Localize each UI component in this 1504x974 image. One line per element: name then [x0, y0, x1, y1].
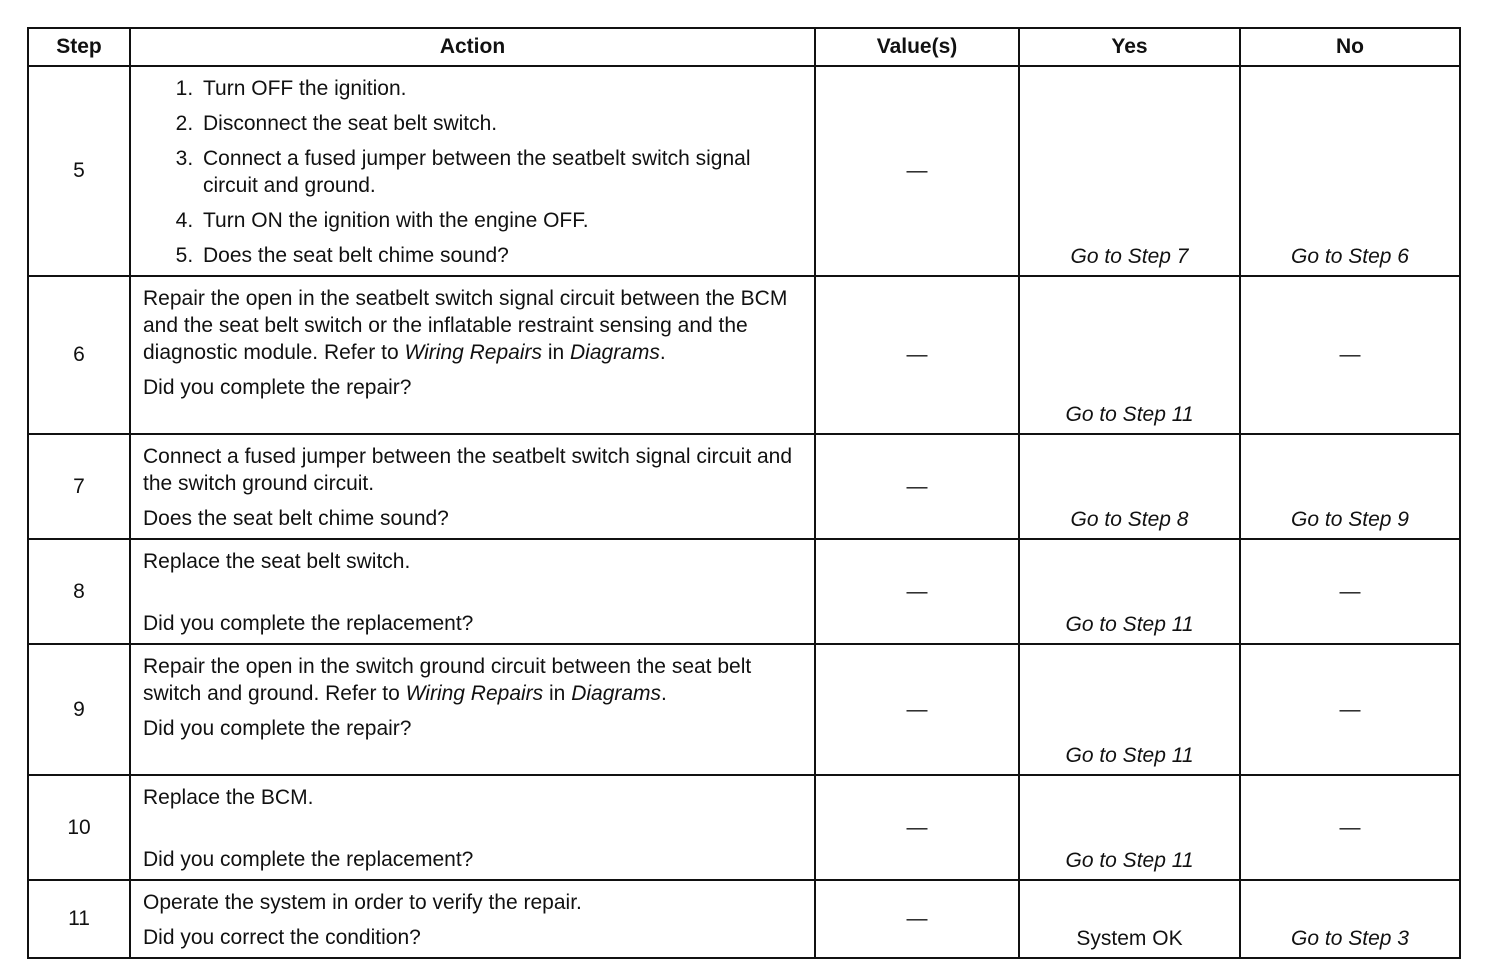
table-row [28, 66, 1460, 276]
action-list [143, 75, 802, 269]
yes-link[interactable]: Go to Step 11 [1019, 539, 1240, 644]
yes-result: System OK [1019, 880, 1240, 958]
action-text-part: in [542, 341, 571, 364]
action-text: Replace the BCM. [143, 786, 314, 809]
step-number: 7 [28, 434, 130, 539]
values-cell: — [815, 66, 1019, 276]
action-text-part: Repair the open in the seatbelt switch signal circuit between the BCM and the seat belt switch or the inflatable restraint sensing and the diagnostic module. Refer to [143, 287, 788, 364]
action-text-part: . [659, 341, 666, 364]
action-cell [130, 539, 815, 644]
action-question: Did you complete the repair? [143, 376, 412, 399]
action-cell [130, 880, 815, 958]
action-text [143, 285, 802, 366]
no-cell: — [1240, 644, 1460, 775]
list-item: 1. Turn OFF the ignition. [199, 75, 802, 102]
action-cell [130, 276, 815, 434]
yes-link[interactable]: Go to Step 11 [1019, 276, 1240, 434]
header-step: Step [28, 28, 130, 66]
action-question: Does the seat belt chime sound? [143, 507, 449, 530]
values-cell: — [815, 434, 1019, 539]
reference-diagrams: Diagrams [570, 341, 660, 364]
action-question: Did you complete the repair? [143, 717, 412, 740]
no-cell: — [1240, 539, 1460, 644]
step-number: 5 [28, 66, 130, 276]
reference-wiring-repairs: Wiring Repairs [404, 341, 542, 364]
yes-link[interactable]: Go to Step 7 [1019, 66, 1240, 276]
yes-link[interactable]: Go to Step 11 [1019, 644, 1240, 775]
values-cell: — [815, 539, 1019, 644]
action-cell [130, 775, 815, 880]
step-number: 10 [28, 775, 130, 880]
header-values: Value(s) [815, 28, 1019, 66]
list-item: 2. Disconnect the seat belt switch. [199, 110, 802, 137]
table-row [28, 880, 1460, 958]
action-question: Did you correct the condition? [143, 926, 421, 949]
header-row [28, 28, 1460, 66]
reference-wiring-repairs: Wiring Repairs [405, 682, 544, 705]
header-no: No [1240, 28, 1460, 66]
step-number: 6 [28, 276, 130, 434]
no-link[interactable]: Go to Step 6 [1240, 66, 1460, 276]
no-cell: — [1240, 775, 1460, 880]
no-cell: — [1240, 276, 1460, 434]
action-question: Did you complete the replacement? [143, 848, 474, 871]
values-cell: — [815, 775, 1019, 880]
action-text: Replace the seat belt switch. [143, 550, 411, 573]
action-text: Connect a fused jumper between the seatbelt switch signal circuit and the switch ground circuit. [143, 445, 793, 495]
list-item: 4. Turn ON the ignition with the engine OFF. [199, 207, 802, 234]
reference-diagrams: Diagrams [571, 682, 662, 705]
no-link[interactable]: Go to Step 9 [1240, 434, 1460, 539]
diagnostic-table [27, 27, 1461, 959]
values-cell: — [815, 880, 1019, 958]
action-question: Did you complete the replacement? [143, 612, 474, 635]
values-cell: — [815, 276, 1019, 434]
action-cell [130, 644, 815, 775]
list-item: 3. Connect a fused jumper between the seatbelt switch signal circuit and ground. [199, 145, 802, 199]
action-text [143, 653, 802, 707]
action-text-part: in [543, 682, 572, 705]
step-number: 9 [28, 644, 130, 775]
yes-link[interactable]: Go to Step 11 [1019, 775, 1240, 880]
values-cell: — [815, 644, 1019, 775]
action-cell [130, 434, 815, 539]
table-row [28, 539, 1460, 644]
action-text-part: Repair the open in the switch ground circuit between the seat belt switch and ground. Refer to [143, 655, 752, 705]
table-row [28, 644, 1460, 775]
step-number: 8 [28, 539, 130, 644]
action-text: Operate the system in order to verify the repair. [143, 891, 582, 914]
action-cell [130, 66, 815, 276]
step-number: 11 [28, 880, 130, 958]
table-row [28, 775, 1460, 880]
header-yes: Yes [1019, 28, 1240, 66]
list-item: 5. Does the seat belt chime sound? [199, 242, 802, 269]
header-action: Action [130, 28, 815, 66]
table-row [28, 276, 1460, 434]
no-link[interactable]: Go to Step 3 [1240, 880, 1460, 958]
yes-link[interactable]: Go to Step 8 [1019, 434, 1240, 539]
table-row [28, 434, 1460, 539]
action-text-part: . [661, 682, 667, 705]
